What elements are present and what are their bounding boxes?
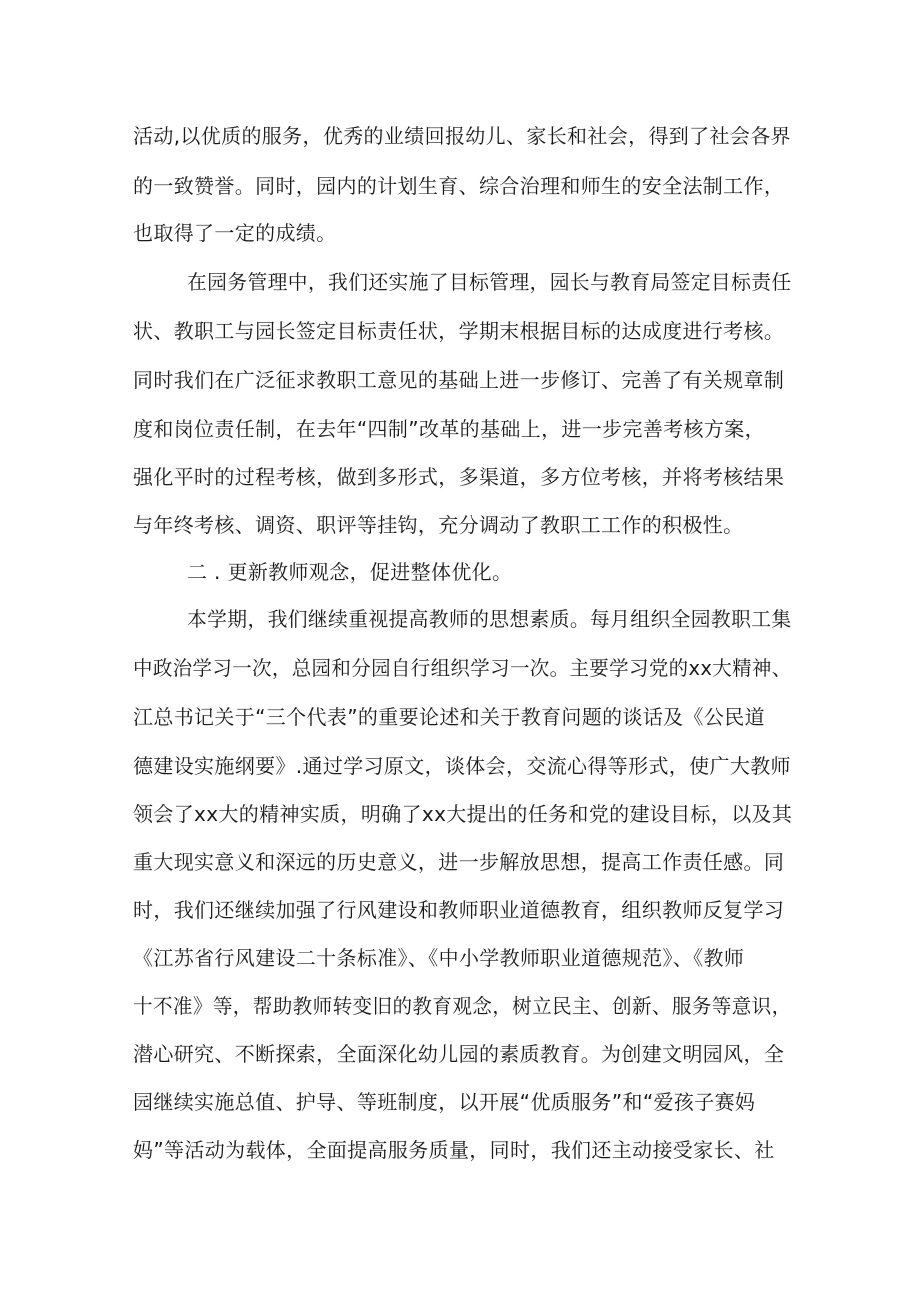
section-heading: 二 . 更新教师观念，促进整体优化。	[187, 560, 513, 584]
text-line: 状、教职工与园长签定目标责任状，学期末根据目标的达成度进行考核。	[133, 319, 785, 343]
paragraph-first-line: 在园务管理中，我们还实施了目标管理，园长与教育局签定目标责任	[187, 270, 792, 294]
text-line: 园继续实施总值、护导、等班制度，以开展“优质服务”和“爱孩子赛妈	[133, 1090, 756, 1114]
text-line: 同时我们在广泛征求教职工意见的基础上进一步修订、完善了有关规章制	[133, 368, 785, 392]
text-line: 的一致赞誉。同时，园内的计划生育、综合治理和师生的安全法制工作，	[133, 174, 785, 198]
text-line: 江总书记关于“三个代表”的重要论述和关于教育问题的谈话及《公民道	[133, 705, 765, 729]
text-line: 强化平时的过程考核，做到多形式，多渠道，多方位考核，并将考核结果	[133, 465, 785, 489]
text-line: 也取得了一定的成绩。	[133, 221, 337, 245]
paragraph-first-line: 本学期，我们继续重视提高教师的思想素质。每月组织全园教职工集	[187, 607, 792, 631]
text-line: 时，我们还继续加强了行风建设和教师职业道德教育，组织教师反复学习	[133, 898, 785, 922]
text-line: 德建设实施纲要》.通过学习原文，谈体会，交流心得等形式，使广大教师	[133, 754, 791, 778]
text-line: 度和岗位责任制，在去年“四制”改革的基础上，进一步完善考核方案，	[133, 417, 765, 441]
text-line: 活动,以优质的服务，优秀的业绩回报幼儿、家长和社会，得到了社会各界	[133, 124, 791, 148]
text-line: 潜心研究、不断探索，全面深化幼儿园的素质教育。为创建文明园风，全	[133, 1042, 785, 1066]
text-line: 与年终考核、调资、职评等挂钩，充分调动了教职工工作的积极性。	[133, 513, 744, 537]
text-line: 妈”等活动为载体，全面提高服务质量，同时，我们还主动接受家长、社	[133, 1138, 775, 1162]
text-line: 十不准》等，帮助教师转变旧的教育观念，树立民主、创新、服务等意识，	[133, 994, 792, 1018]
text-line: 领会了xx大的精神实质，明确了xx大提出的任务和党的建设目标，以及其	[133, 802, 793, 826]
text-line: 《江苏省行风建设二十条标准》、《中小学教师职业道德规范》、《教师	[133, 946, 745, 970]
text-line: 中政治学习一次，总园和分园自行组织学习一次。主要学习党的xx大精神、	[133, 656, 792, 680]
text-line: 重大现实意义和深远的历史意义，进一步解放思想，提高工作责任感。同	[133, 850, 785, 874]
